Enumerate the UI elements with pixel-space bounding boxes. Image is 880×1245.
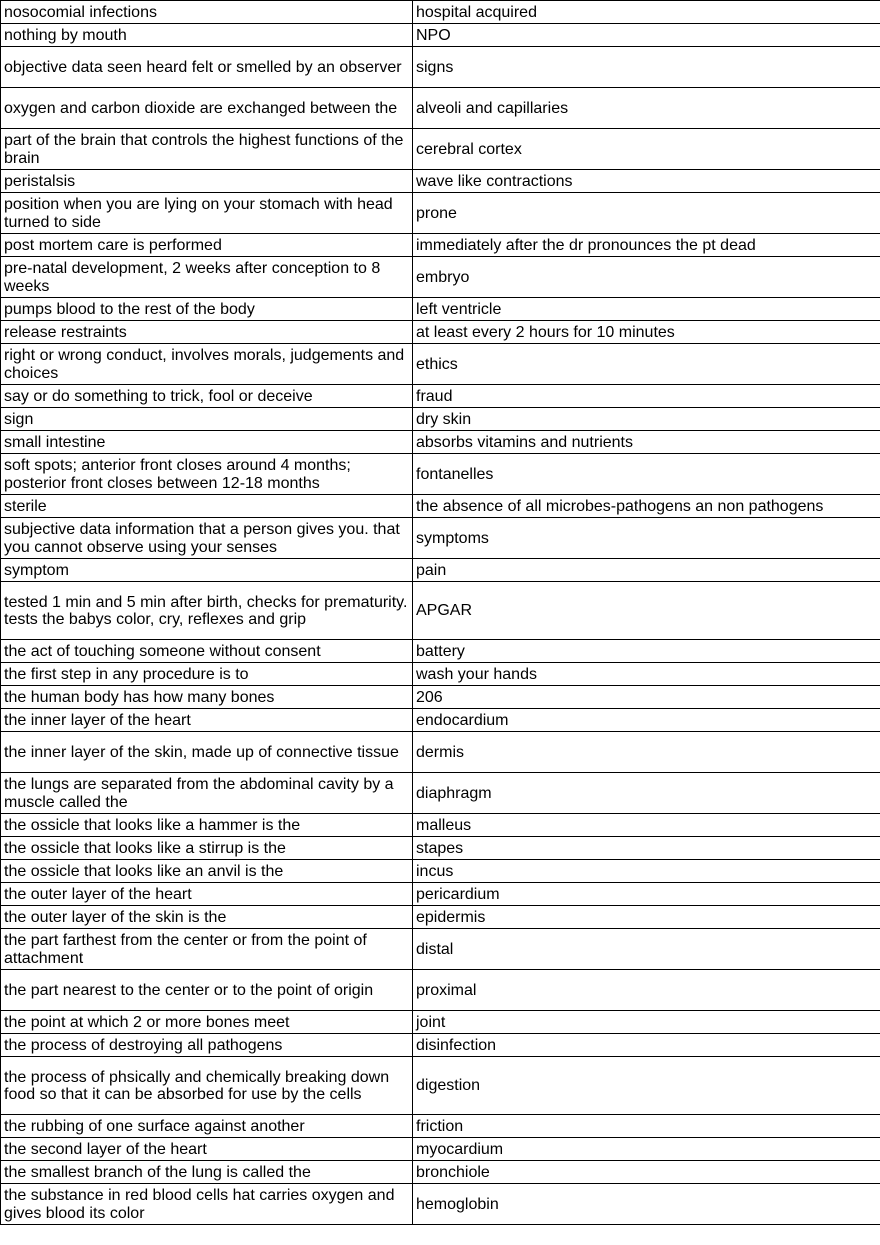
term-cell: the smallest branch of the lung is called the: [1, 1161, 413, 1184]
table-row: [1, 906, 880, 929]
definition-cell: fraud: [413, 385, 880, 408]
term-cell: the ossicle that looks like a hammer is the: [1, 814, 413, 837]
table-row: [1, 1057, 880, 1115]
term-cell: small intestine: [1, 431, 413, 454]
table-row: [1, 582, 880, 640]
table-row: [1, 686, 880, 709]
definition-cell: ethics: [413, 344, 880, 385]
term-cell: the point at which 2 or more bones meet: [1, 1011, 413, 1034]
definition-cell: joint: [413, 1011, 880, 1034]
definition-cell: digestion: [413, 1057, 880, 1115]
definition-cell: wave like contractions: [413, 170, 880, 193]
term-cell: the first step in any procedure is to: [1, 663, 413, 686]
table-row: [1, 1161, 880, 1184]
term-cell: the lungs are separated from the abdominal cavity by a muscle called the: [1, 773, 413, 814]
definition-cell: distal: [413, 929, 880, 970]
term-cell: the ossicle that looks like an anvil is the: [1, 860, 413, 883]
definition-cell: stapes: [413, 837, 880, 860]
definition-cell: pain: [413, 559, 880, 582]
term-cell: the part farthest from the center or from the point of attachment: [1, 929, 413, 970]
table-row: [1, 860, 880, 883]
definition-cell: proximal: [413, 970, 880, 1011]
definition-cell: battery: [413, 640, 880, 663]
term-cell: the outer layer of the skin is the: [1, 906, 413, 929]
definition-cell: dermis: [413, 732, 880, 773]
definition-cell: diaphragm: [413, 773, 880, 814]
table-row: [1, 385, 880, 408]
definition-cell: 206: [413, 686, 880, 709]
definition-cell: cerebral cortex: [413, 129, 880, 170]
term-cell: right or wrong conduct, involves morals, judgements and choices: [1, 344, 413, 385]
term-cell: the human body has how many bones: [1, 686, 413, 709]
term-cell: peristalsis: [1, 170, 413, 193]
term-cell: symptom: [1, 559, 413, 582]
definition-cell: incus: [413, 860, 880, 883]
definition-cell: myocardium: [413, 1138, 880, 1161]
table-row: [1, 732, 880, 773]
table-row: [1, 640, 880, 663]
table-row: [1, 170, 880, 193]
definition-cell: NPO: [413, 24, 880, 47]
term-cell: the process of phsically and chemically breaking down food so that it can be absorbed for use by the cells: [1, 1057, 413, 1115]
definition-cell: APGAR: [413, 582, 880, 640]
definition-cell: symptoms: [413, 518, 880, 559]
definition-cell: at least every 2 hours for 10 minutes: [413, 321, 880, 344]
definition-cell: wash your hands: [413, 663, 880, 686]
term-cell: the rubbing of one surface against another: [1, 1115, 413, 1138]
table-row: [1, 663, 880, 686]
definition-cell: hemoglobin: [413, 1184, 880, 1225]
table-row: [1, 1138, 880, 1161]
term-cell: the second layer of the heart: [1, 1138, 413, 1161]
table-row: [1, 129, 880, 170]
table-row: [1, 298, 880, 321]
table-row: [1, 518, 880, 559]
table-row: [1, 193, 880, 234]
table-row: [1, 1034, 880, 1057]
term-cell: nosocomial infections: [1, 1, 413, 24]
term-cell: objective data seen heard felt or smelled by an observer: [1, 47, 413, 88]
table-row: [1, 970, 880, 1011]
table-row: [1, 837, 880, 860]
term-cell: say or do something to trick, fool or deceive: [1, 385, 413, 408]
table-row: [1, 773, 880, 814]
definition-cell: disinfection: [413, 1034, 880, 1057]
definition-cell: fontanelles: [413, 454, 880, 495]
flashcard-rows: [1, 1, 880, 1225]
term-cell: tested 1 min and 5 min after birth, checks for prematurity. tests the babys color, cry, reflexes and grip: [1, 582, 413, 640]
definition-cell: embryo: [413, 257, 880, 298]
table-row: [1, 495, 880, 518]
table-row: [1, 234, 880, 257]
term-cell: the inner layer of the heart: [1, 709, 413, 732]
table-row: [1, 344, 880, 385]
definition-cell: malleus: [413, 814, 880, 837]
term-cell: release restraints: [1, 321, 413, 344]
term-cell: post mortem care is performed: [1, 234, 413, 257]
definition-cell: alveoli and capillaries: [413, 88, 880, 129]
definition-cell: pericardium: [413, 883, 880, 906]
definition-cell: dry skin: [413, 408, 880, 431]
term-cell: oxygen and carbon dioxide are exchanged between the: [1, 88, 413, 129]
term-cell: pumps blood to the rest of the body: [1, 298, 413, 321]
table-row: [1, 321, 880, 344]
table-row: [1, 431, 880, 454]
term-cell: sign: [1, 408, 413, 431]
table-row: [1, 814, 880, 837]
term-cell: the process of destroying all pathogens: [1, 1034, 413, 1057]
table-row: [1, 559, 880, 582]
table-row: [1, 883, 880, 906]
term-cell: part of the brain that controls the highest functions of the brain: [1, 129, 413, 170]
definition-cell: immediately after the dr pronounces the pt dead: [413, 234, 880, 257]
table-row: [1, 1184, 880, 1225]
definition-cell: absorbs vitamins and nutrients: [413, 431, 880, 454]
definition-cell: prone: [413, 193, 880, 234]
term-cell: the part nearest to the center or to the point of origin: [1, 970, 413, 1011]
term-cell: sterile: [1, 495, 413, 518]
table-row: [1, 47, 880, 88]
definition-cell: hospital acquired: [413, 1, 880, 24]
definition-cell: friction: [413, 1115, 880, 1138]
term-cell: soft spots; anterior front closes around 4 months; posterior front closes between 12-18 months: [1, 454, 413, 495]
term-cell: the inner layer of the skin, made up of connective tissue: [1, 732, 413, 773]
term-cell: subjective data information that a person gives you. that you cannot observe using your senses: [1, 518, 413, 559]
definition-cell: the absence of all microbes-pathogens an non pathogens: [413, 495, 880, 518]
table-row: [1, 1115, 880, 1138]
definition-cell: bronchiole: [413, 1161, 880, 1184]
term-cell: pre-natal development, 2 weeks after conception to 8 weeks: [1, 257, 413, 298]
term-cell: the act of touching someone without consent: [1, 640, 413, 663]
table-row: [1, 1, 880, 24]
definition-cell: left ventricle: [413, 298, 880, 321]
table-row: [1, 454, 880, 495]
definition-cell: epidermis: [413, 906, 880, 929]
table-row: [1, 709, 880, 732]
table-row: [1, 1011, 880, 1034]
table-row: [1, 257, 880, 298]
table-row: [1, 88, 880, 129]
term-cell: the ossicle that looks like a stirrup is the: [1, 837, 413, 860]
table-row: [1, 24, 880, 47]
definition-cell: endocardium: [413, 709, 880, 732]
table-row: [1, 929, 880, 970]
term-cell: the substance in red blood cells hat carries oxygen and gives blood its color: [1, 1184, 413, 1225]
term-cell: nothing by mouth: [1, 24, 413, 47]
table-row: [1, 408, 880, 431]
term-cell: position when you are lying on your stomach with head turned to side: [1, 193, 413, 234]
term-cell: the outer layer of the heart: [1, 883, 413, 906]
definition-cell: signs: [413, 47, 880, 88]
